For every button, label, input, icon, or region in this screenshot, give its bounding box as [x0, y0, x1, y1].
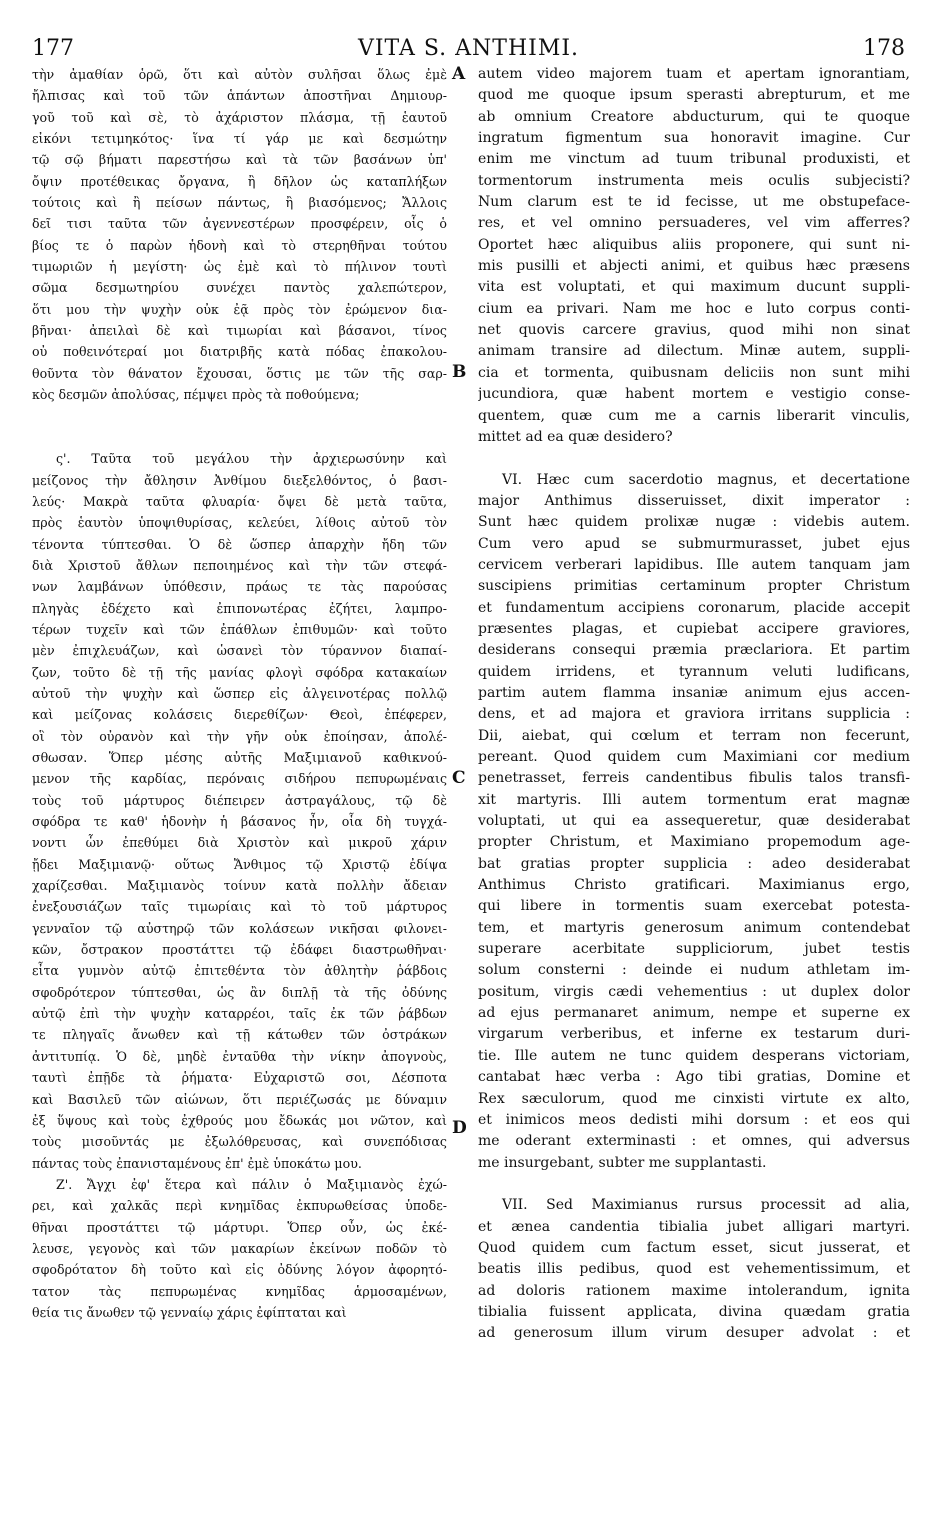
section-marker-d: D: [452, 1118, 467, 1138]
latin-text-line: quidem irridens, et tyrannum veluti ludificans,: [478, 663, 910, 680]
latin-text-line: Dii, aiebat, qui cœlum et terram non fecerunt,: [478, 727, 910, 744]
greek-text-line: ζων, τοῦτο δὲ τῇ τῆς μανίας φλογὶ σφόδρα κατακαίων: [32, 664, 447, 680]
greek-text-line: νοντι ὧν ἐπεθύμει διὰ Χριστὸν καὶ μικροῦ χάριν: [32, 835, 447, 851]
greek-text-line: πρὸς ἑαυτὸν ὑποψιθυρίσας, κελεύει, λίθοις αὐτοῦ τὸν: [32, 515, 447, 531]
greek-text-line: σθωσαν. Ὅπερ μέσης αὐτῆς Μαξιμιανοῦ καθικνού-: [32, 750, 447, 765]
latin-text-line: propter Christum, et Maximiano propemodum age-: [478, 834, 910, 851]
greek-text-line: καὶ Βασιλεῦ τῶν αἰώνων, ὅτι περιέζωσάς με δύναμιν: [32, 1091, 447, 1107]
latin-text-line: me insurgebant, subter me supplantasti.: [478, 1154, 767, 1171]
running-title: VITA S. ANTHIMI.: [357, 36, 580, 61]
latin-text-line: ingratum figmentum sua honoravit imagine. Cur: [478, 130, 910, 147]
running-header: [32, 36, 905, 64]
greek-text-line: αὐτῷ ἐπὶ τὴν ψυχὴν καταρρέοι, ταῖς ἐκ τῶν ῥάβδων: [32, 1006, 447, 1022]
latin-text-line: ad doloris rationem maxime intolerandum, ignita: [478, 1282, 910, 1299]
latin-paragraph-gap: [478, 448, 910, 469]
latin-text-line: major Anthimus disseruisset, dixit imperator :: [478, 492, 910, 509]
latin-text-line: bat gratias propter supplicia : adeo desiderabat: [478, 855, 910, 872]
section-marker-a: A: [452, 64, 466, 84]
greek-text-line: αὐτοῦ τὴν ψυχὴν καὶ ὥσπερ εἰς ἀλγεινοτέρας πολλῷ: [32, 685, 447, 701]
latin-text-line: tie. Ille autem ne tunc quidem desperans victoriam,: [478, 1047, 910, 1064]
greek-text-line: σφόδρα τε καθ' ἡδονὴν ἡ βάσανος ἦν, οἷα δὴ τυγχά-: [32, 814, 447, 830]
latin-text-line: tibialia fuissent applicata, divina quædam gratia: [478, 1303, 910, 1320]
greek-text-line: τοὺς μισοῦντάς με ἐξωλόθρευσας, καὶ συνεπόδισας: [32, 1134, 447, 1150]
greek-text-line: μείζονος τὴν ἄθλησιν Ἀνθίμου διεξελθόντος, ὁ βασι-: [32, 472, 447, 488]
latin-text-line: superare acerbitate suppliciorum, jubet testis: [478, 941, 910, 958]
latin-text-line: jucundiora, quæ habent mortem e vestigio conse-: [478, 386, 910, 403]
latin-text-line: vita est voluptati, et qui maximum ducunt suppli-: [478, 279, 910, 296]
latin-text-line: me oderant exterminasti : et omnes, qui adversus: [478, 1133, 910, 1150]
greek-text-line: βίος τε ὁ παρὼν ἡδονὴ καὶ τὸ στερηθῆναι τούτου: [32, 237, 447, 253]
greek-text-line: θῆναι προστάττει τῷ μάρτυρι. Ὅπερ οὖν, ὡς ἐκέ-: [32, 1219, 447, 1235]
greek-text-line: ᾔδει Μαξιμιανῷ· οὕτως Ἄνθιμος τῷ Χριστῷ ἐδίψα: [32, 856, 447, 872]
greek-text-line: ταυτὶ ἐπῇδε τὰ ῥήματα· Εὐχαριστῶ σοι, Δέσποτα: [32, 1070, 447, 1086]
greek-text-line: πάντας τοὺς ἐπανισταμένους ἐπ' ἐμὲ ὑποκάτω μου.: [32, 1155, 362, 1171]
latin-text-line: ad ejus permanaret animum, nempe et superne ex: [478, 1005, 910, 1022]
latin-text-line: præsentes plagas, et cupiebat accipere graviores,: [478, 620, 910, 637]
greek-text-line: λευσε, γεγονὸς καὶ τῶν μακαρίων ἐκείνων ποδῶν τὸ: [32, 1240, 447, 1256]
page-number-right: 178: [863, 36, 905, 61]
latin-text-line: tormentorum instrumenta meis oculis subjecisti?: [478, 172, 910, 189]
greek-text-column: [32, 64, 447, 1323]
latin-text-line: tem, et martyris generosum animum contendebat: [478, 919, 910, 936]
greek-paragraph-gap: [32, 406, 447, 427]
greek-text-line: ς'. Ταῦτα τοῦ μεγάλου τὴν ἀρχιερωσύνην καὶ: [56, 451, 447, 467]
latin-text-line: Quod quidem cum factum esset, sicut jusserat, et: [478, 1239, 910, 1256]
section-marker-b: B: [452, 362, 467, 382]
greek-text-line: τούτοις καὶ ἢ πείσων πάντως, ἢ βιασόμενος; Ἄλλοις: [32, 195, 447, 211]
latin-text-line: cia et tormenta, quibusnam deliciis non sunt mihi: [478, 364, 910, 381]
latin-text-line: VI. Hæc cum sacerdotio magnus, et decertatione: [502, 471, 910, 488]
latin-text-line: Num clarum est te id fecisse, ut me obstupeface-: [478, 194, 910, 211]
latin-text-line: autem video majorem tuam et apertam ignorantiam,: [478, 66, 910, 82]
greek-text-line: θεία τις ἄνωθεν τῷ γενναίῳ χάρις ἐφίπταται καὶ: [32, 1304, 347, 1320]
latin-text-line: desiderans consequi præmia præclariora. Et partim: [478, 642, 910, 659]
greek-text-line: σφοδρότερον τύπτεσθαι, ὡς ἂν διπλῇ τὰ τῆς ὀδύνης: [32, 984, 447, 1000]
greek-text-line: θοῦντα τὸν θάνατον ἔχουσαι, ὅστις με τῶν τῆς σαρ-: [32, 365, 447, 381]
latin-text-line: qui libere in tormentis suam exercebat potesta-: [478, 898, 910, 915]
latin-text-line: mittet ad ea quæ desidero?: [478, 428, 673, 445]
latin-text-line: suscipiens primitias certaminum propter Christum: [478, 578, 910, 595]
greek-text-line: εἶτα γυμνὸν αὐτῷ ἐπιτεθέντα τὸν ἀθλητὴν ῥάβδοις: [32, 963, 447, 979]
latin-text-line: enim me vinctum ad tuum tribunal produxisti, et: [478, 151, 910, 168]
greek-text-line: τοὺς τοῦ μάρτυρος διέπειρεν ἀστραγάλους, τῷ δὲ: [32, 792, 447, 808]
greek-text-line: ἐξ ὕψους καὶ τοὺς ἐχθρούς μου ἔδωκάς μοι νῶτον, καὶ: [32, 1112, 447, 1128]
latin-text-line: VII. Sed Maximianus rursus processit ad alia,: [502, 1197, 910, 1214]
latin-text-line: net quovis carcere gravius, quod mihi non sinat: [478, 322, 910, 339]
latin-text-line: et ænea candentia tibialia jubet alligari martyri.: [478, 1218, 910, 1235]
latin-text-line: beatis illis pedibus, quod est vehementissimum, et: [478, 1261, 910, 1278]
greek-text-line: γοῦ τοῦ καὶ σὲ, τὸ ἀχάριστον πλάσμα, τῇ ἑαυτοῦ: [32, 109, 447, 125]
latin-text-line: virgarum verberibus, et inferne ex testarum duri-: [478, 1026, 910, 1043]
greek-text-line: σφοδρότατον δὴ τοῦτο καὶ εἰς ὀδύνης λόγον ἀφορητό-: [32, 1262, 447, 1278]
greek-text-line: νων λαμβάνων ὑπόθεσιν, πράως τε τὰς παρούσας: [32, 579, 447, 595]
greek-text-line: τὴν ἀμαθίαν ὁρῶ, ὅτι καὶ αὐτὸν συλῆσαι ὅλως ἐμὲ: [32, 67, 447, 82]
latin-text-line: Oportet hæc aliquibus aliis proponere, qui sunt ni-: [478, 236, 910, 253]
greek-text-line: τατον τὰς πεπυρωμένας κνημῖδας ἁρμοσαμένων,: [32, 1283, 447, 1299]
latin-text-line: Anthimus Christo gratificari. Maximianus ergo,: [478, 877, 910, 894]
greek-text-line: δεῖ τισι ταῦτα τῶν ἀγεννεστέρων προσφέρειν, οἷς ὁ: [32, 216, 447, 232]
latin-text-line: et inimicos meos dedisti mihi dorsum : et eos qui: [478, 1111, 910, 1128]
latin-text-line: positum, virgis cædi vehementius : ut duplex dolor: [478, 983, 910, 1000]
latin-text-line: cium ea privari. Nam me hoc e luto corpus conti-: [478, 300, 910, 317]
latin-text-line: ad generosum illum virum desuper advolat : et: [478, 1325, 910, 1342]
latin-text-line: quod me quoque ipsum sperasti abrepturum, et me: [478, 87, 910, 104]
greek-text-line: ἤλπισας καὶ τοῦ τῶν ἁπάντων ἀποστῆναι Δημιουρ-: [32, 88, 447, 104]
greek-text-line: τῷ σῷ βήματι παρεστήσω καὶ τὰ τῶν βασάνων ὑπ': [32, 152, 447, 168]
greek-text-line: οὐ ποθεινότεραί μοι διατριβῆς κατὰ πόδας ἐπακολου-: [32, 344, 447, 360]
greek-text-line: ἀντιτυπίᾳ. Ὁ δὲ, μηδὲ ἐνταῦθα τὴν νίκην ἀπογνοὺς,: [32, 1048, 447, 1064]
latin-text-line: penetrasset, ferreis candentibus fibulis talos transfi-: [478, 770, 910, 787]
latin-text-line: cantabat hæc verba : Ago tibi gratias, Domine et: [478, 1069, 910, 1086]
latin-text-line: mis pusilli et abjecti animi, et quibus hæc præsens: [478, 258, 910, 275]
latin-text-line: partim autem flamma insaniæ animum ejus accen-: [478, 684, 910, 701]
latin-paragraph-gap: [478, 1174, 910, 1195]
latin-text-line: solum consterni : deinde ei nudum athletam im-: [478, 962, 910, 979]
latin-text-line: Sunt hæc quidem prolixæ nugæ : videbis autem.: [478, 514, 910, 531]
greek-text-line: κῶν, ὄστρακον προστάττει τῷ ἐδάφει διαστρωθῆναι·: [32, 942, 447, 958]
greek-text-line: ἐνεξουσιάζων ταῖς τιμωρίαις καὶ τὸ τοῦ μάρτυρος: [32, 899, 447, 915]
greek-text-line: μενον τῆς καρδίας, περόναις σιδήρου πεπυρωμέναις: [32, 771, 447, 787]
greek-text-line: ὄψιν προτέθεικας ὄργανα, ἢ δῆλον ὡς καταπλήξων: [32, 173, 447, 189]
section-marker-c: C: [452, 768, 466, 788]
greek-text-line: τένοντα τύπτεσθαι. Ὁ δὲ ὥσπερ ἀπαρχὴν ἤδη τῶν: [32, 536, 447, 552]
latin-text-line: res, et vel omnino persuaderes, vel vim afferres?: [478, 215, 910, 232]
greek-paragraph-gap: [32, 427, 447, 448]
greek-text-line: ρει, καὶ χαλκᾶς περὶ κνημῖδας ἐκπυρωθείσας ὑποδε-: [32, 1198, 447, 1214]
greek-text-line: σῶμα δεσμωτηρίου συνέχει παντὸς χαλεπώτερον,: [32, 280, 447, 296]
greek-text-line: πληγὰς ἐδέχετο καὶ ἐπιπονωτέρας ἐζήτει, λαμπρο-: [32, 600, 447, 616]
greek-text-line: διὰ Χριστοῦ ἄθλων πεποιημένος καὶ τὴν τῶν στεφά-: [32, 557, 447, 573]
latin-text-column: [478, 64, 910, 1345]
latin-text-line: animam transire ad dilectum. Minæ autem, suppli-: [478, 343, 910, 360]
greek-text-line: τε πληγαῖς ἄνωθεν καὶ τῇ κάτωθεν τῶν ὀστράκων: [32, 1027, 447, 1043]
greek-text-line: τέρων τυχεῖν καὶ τῶν ἐπάθλων ἐπιθυμῶν· καὶ τοῦτο: [32, 621, 447, 637]
greek-text-line: εἰκόνι τετιμηκότος· ἵνα τί γάρ με καὶ δεσμώτην: [32, 131, 447, 147]
greek-text-line: μὲν ἐπιχλευάζων, καὶ ὡσανεὶ τὸν τύραννον διαπαί-: [32, 643, 447, 659]
latin-text-line: quentem, quæ cum me a carnis liberarit vinculis,: [478, 407, 910, 424]
latin-text-line: xit martyris. Illi autem tormentum erat magnæ: [478, 791, 910, 808]
latin-text-line: Cum vero apud se submurmurasset, jubet ejus: [478, 535, 910, 552]
greek-text-line: κὸς δεσμῶν ἀπολύσας, πέμψει πρὸς τὰ ποθούμενα;: [32, 387, 360, 403]
greek-text-line: γενναῖον τῷ αὐστηρῷ τῶν κολάσεων νικῆσαι φιλονει-: [32, 920, 447, 936]
page-number-left: 177: [32, 36, 74, 61]
greek-text-line: χαρίζεσθαι. Μαξιμιανὸς τοίνυν κατὰ πολλὴν ἄδειαν: [32, 878, 447, 894]
latin-text-line: ab omnium Creatore abducturum, qui te quoque: [478, 108, 910, 125]
latin-text-line: et fundamentum accipiens coronarum, placide accepit: [478, 599, 910, 616]
latin-text-line: cervicem verberari lapidibus. Ille autem tanquam jam: [478, 556, 910, 573]
latin-text-line: dens, et ad majora et graviora irritans supplicia :: [478, 706, 910, 723]
greek-text-line: οἳ τὸν οὐρανὸν καὶ τὴν γῆν οὐκ ἐποίησαν, ἀπολέ-: [32, 728, 447, 744]
greek-text-line: ὅτι μου τὴν ψυχὴν οὐκ ἐᾷ πρὸς τὸν ἐρώμενον δια-: [32, 301, 447, 317]
greek-text-line: βῆναι· ἀπειλαὶ δὲ καὶ τιμωρίαι καὶ βάσανοι, τίνος: [32, 323, 447, 339]
latin-text-line: pereant. Quod quidem cum Maximiani cor medium: [478, 749, 910, 765]
greek-text-line: λεύς· Μακρὰ ταῦτα φλυαρία· ὄψει δὲ μετὰ ταῦτα,: [32, 493, 447, 509]
greek-text-line: τιμωριῶν ἡ μεγίστη· ὡς ἐμὲ καὶ τὸ πήλινον τουτὶ: [32, 259, 447, 275]
latin-text-line: Rex sæculorum, quod me cinxisti virtute ex alto,: [478, 1090, 910, 1107]
latin-text-line: voluptati, ut qui ea assequeretur, quæ desiderabat: [478, 813, 910, 830]
greek-text-line: καὶ μείζονας κολάσεις διερεθίζων· Θεοὶ, ἐπέφερεν,: [32, 707, 447, 723]
greek-text-line: Ζ'. Ἄγχι ἐφ' ἕτερα καὶ πάλιν ὁ Μαξιμιανὸς ἐχώ-: [56, 1176, 447, 1192]
